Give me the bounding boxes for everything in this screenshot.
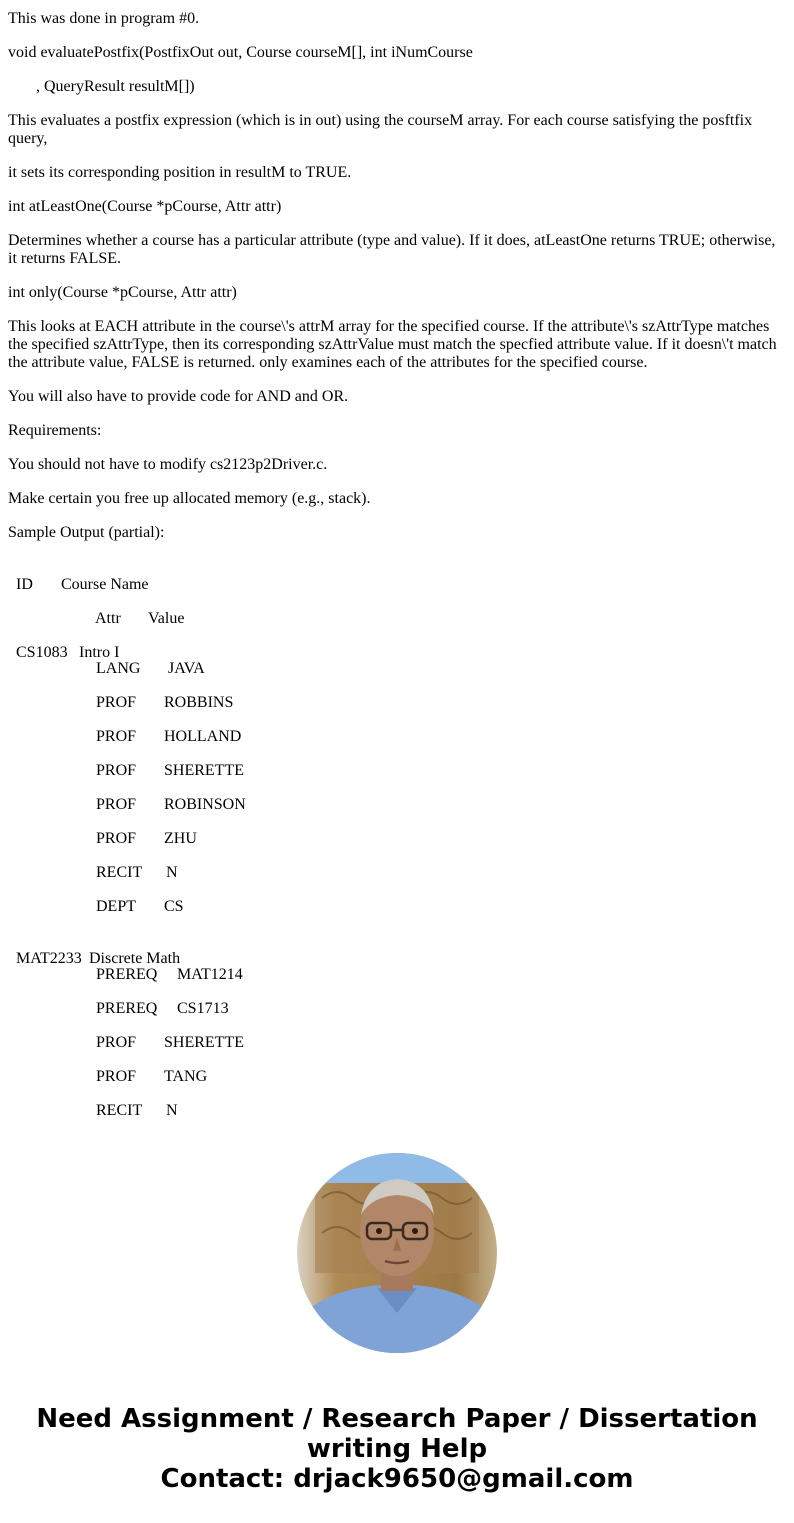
- attr-type: PREREQ: [96, 966, 158, 983]
- portrait-illustration: [297, 1153, 497, 1353]
- attr-type: PROF: [96, 1034, 137, 1051]
- promo-line-1: Need Assignment / Research Paper / Dissertation: [36, 1404, 758, 1434]
- requirement-driver: You should not have to modify cs2123p2Driver.c.: [8, 456, 328, 473]
- intro-line: This was done in program #0.: [8, 10, 200, 27]
- sample-header-attr-row: [8, 592, 185, 628]
- attr-type: RECIT: [96, 864, 143, 881]
- attr-type: LANG: [96, 660, 141, 677]
- course-id: MAT2233: [16, 950, 82, 967]
- function-signature-atleastone: int atLeastOne(Course *pCourse, Attr attr): [8, 198, 282, 215]
- attr-type: PROF: [96, 796, 137, 813]
- sample-output-heading: Sample Output (partial):: [8, 524, 165, 541]
- attr-type: RECIT: [96, 1102, 143, 1119]
- attr-type: PROF: [96, 1068, 137, 1085]
- attr-value: CS1713: [177, 1000, 229, 1017]
- attr-value: ROBBINS: [164, 694, 234, 711]
- atleastone-description: Determines whether a course has a particular attribute (type and value). If it does, atLeastOne returns TRUE; otherwise, it returns FALSE.: [8, 232, 776, 267]
- promo-contact: Contact: drjack9650@gmail.com: [160, 1464, 634, 1494]
- attr-value: TANG: [164, 1068, 208, 1085]
- only-description: This looks at EACH attribute in the course\'s attrM array for the specified course. If the attribute\'s szAttrType matches the specified szAttrType, then its corresponding szAttrValue must match the specfied attribute value. If it doesn\'t match the attribute value, FALSE is returned. only examines each of the attributes for the specified course.: [8, 318, 777, 371]
- header-attr: Attr: [95, 610, 121, 627]
- function-signature-evaluate: void evaluatePostfix(PostfixOut out, Course courseM[], int iNumCourse: [8, 44, 473, 61]
- evaluate-description-cont: it sets its corresponding position in resultM to TRUE.: [8, 164, 352, 181]
- attr-type: PROF: [96, 728, 137, 745]
- course-id: CS1083: [16, 644, 68, 661]
- attr-value: ZHU: [164, 830, 197, 847]
- promo-line-2: writing Help: [306, 1434, 488, 1464]
- attr-value: N: [166, 1102, 178, 1119]
- evaluate-description: This evaluates a postfix expression (which is in out) using the courseM array. For each course satisfying the posftfix query,: [8, 112, 753, 147]
- sample-header-row: [8, 558, 149, 594]
- attr-type: PROF: [96, 694, 137, 711]
- header-course-name: Course Name: [61, 576, 149, 593]
- attr-value: N: [166, 864, 178, 881]
- course-name: Intro I: [79, 644, 120, 661]
- attr-value: SHERETTE: [164, 1034, 244, 1051]
- attr-value: SHERETTE: [164, 762, 244, 779]
- header-id: ID: [16, 576, 33, 593]
- promo-banner: [0, 1404, 794, 1494]
- function-signature-evaluate-cont: , QueryResult resultM[]): [36, 78, 195, 95]
- function-signature-only: int only(Course *pCourse, Attr attr): [8, 284, 237, 301]
- attr-type: PREREQ: [96, 1000, 158, 1017]
- attr-value: JAVA: [168, 660, 205, 677]
- header-value: Value: [148, 610, 185, 627]
- attr-type: DEPT: [96, 898, 136, 915]
- course-row: [8, 932, 181, 968]
- attr-type: PROF: [96, 830, 137, 847]
- avatar: [297, 1153, 497, 1353]
- course-name: Discrete Math: [89, 950, 181, 967]
- attr-value: HOLLAND: [164, 728, 242, 745]
- requirement-memory: Make certain you free up allocated memory (e.g., stack).: [8, 490, 371, 507]
- attr-value: MAT1214: [177, 966, 243, 983]
- requirements-heading: Requirements:: [8, 422, 102, 439]
- attr-type: PROF: [96, 762, 137, 779]
- and-or-note: You will also have to provide code for AND and OR.: [8, 388, 349, 405]
- attr-value: ROBINSON: [164, 796, 246, 813]
- attr-value: CS: [164, 898, 184, 915]
- course-row: [8, 626, 120, 662]
